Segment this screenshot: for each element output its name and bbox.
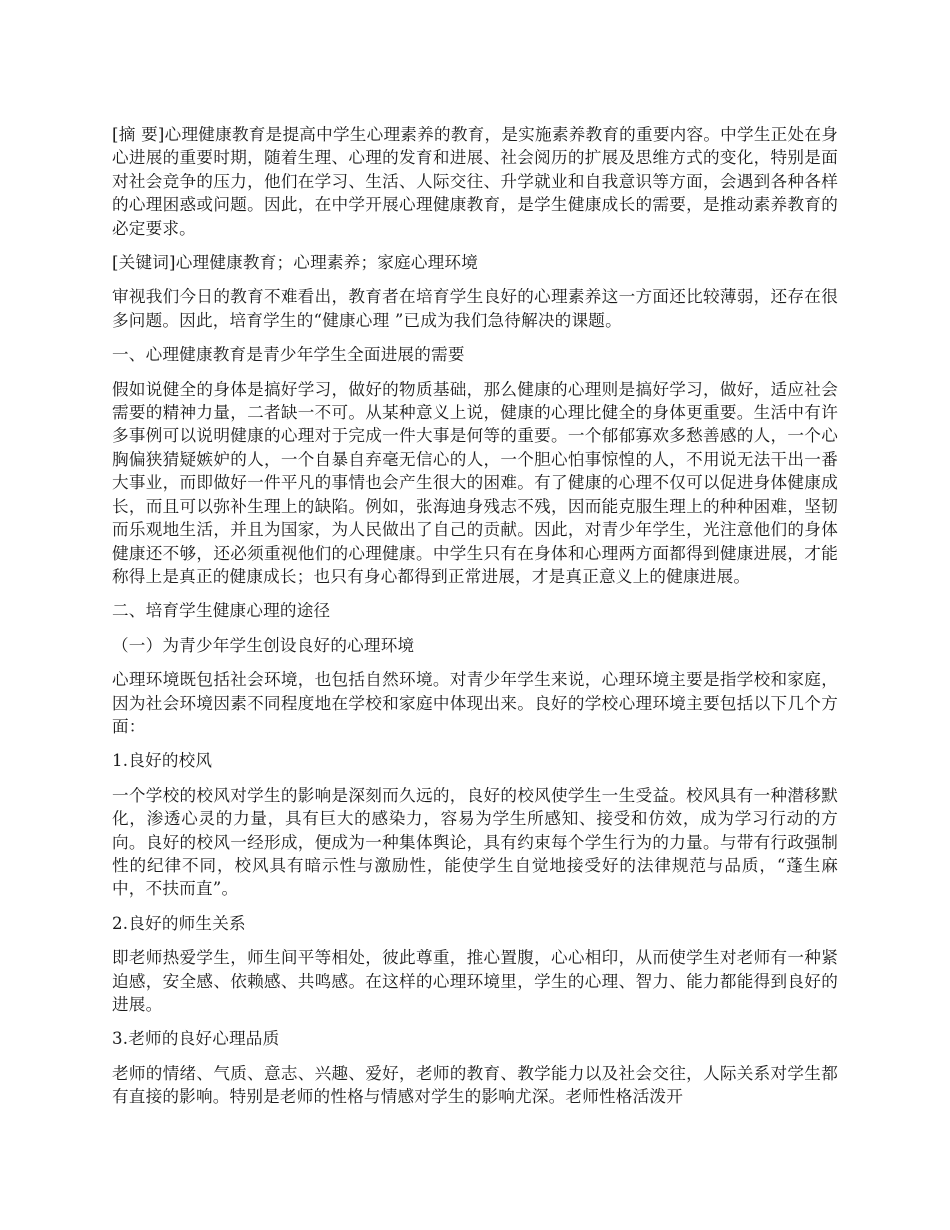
abstract-paragraph: [摘 要]心理健康教育是提高中学生心理素养的教育，是实施素养教育的重要内容。中学生正处在身心进展的重要时期，随着生理、心理的发育和进展、社会阅历的扩展及思维方式的变化，特别是面对社会竞争的压力，他们在学习、生活、人际交往、升学就业和自我意识等方面，会遇到各种各样的心理困惑或问题。因此，在中学开展心理健康教育，是学生健康成长的需要，是推动素养教育的必定要求。 bbox=[112, 125, 838, 238]
item-1-heading: 1.良好的校风 bbox=[112, 751, 213, 771]
item-3-heading: 3.老师的良好心理品质 bbox=[112, 1029, 280, 1049]
section-2-heading: 二、培育学生健康心理的途径 bbox=[112, 601, 331, 621]
section-1-heading: 一、心理健康教育是青少年学生全面进展的需要 bbox=[112, 345, 465, 365]
item-2-heading: 2.良好的师生关系 bbox=[112, 913, 246, 933]
item-2-paragraph: 即老师热爱学生，师生间平等相处，彼此尊重，推心置腹，心心相印，从而使学生对老师有一种紧迫感，安全感、依赖感、共鸣感。在这样的心理环境里，学生的心理、智力、能力都能得到良好的进展。 bbox=[112, 948, 838, 1014]
intro-paragraph: 审视我们今日的教育不难看出，教育者在培育学生良好的心理素养这一方面还比较薄弱，还存在很多问题。因此，培育学生的“健康心理 ”已成为我们急待解决的课题。 bbox=[112, 287, 838, 330]
subsection-1-paragraph: 心理环境既包括社会环境，也包括自然环境。对青少年学生来说，心理环境主要是指学校和家庭，因为社会环境因素不同程度地在学校和家庭中体现出来。良好的学校心理环境主要包括以下几个方面： bbox=[112, 670, 838, 736]
item-1-paragraph: 一个学校的校风对学生的影响是深刻而久远的，良好的校风使学生一生受益。校风具有一种潜移默化，渗透心灵的力量，具有巨大的感染力，容易为学生所感知、接受和仿效，成为学习行动的方向。良好的校风一经形成，便成为一种集体舆论，具有约束每个学生行为的力量。与带有行政强制性的纪律不同，校风具有暗示性与激励性，能使学生自觉地接受好的法律规范与品质，“蓬生麻中，不扶而直”。 bbox=[112, 785, 838, 899]
item-3-paragraph: 老师的情绪、气质、意志、兴趣、爱好，老师的教育、教学能力以及社会交往，人际关系对学生都有直接的影响。特别是老师的性格与情感对学生的影响尤深。老师性格活泼开 bbox=[112, 1063, 838, 1107]
subsection-1-heading: （一）为青少年学生创设良好的心理环境 bbox=[112, 635, 415, 655]
keywords-paragraph: [关键词]心理健康教育；心理素养；家庭心理环境 bbox=[112, 253, 479, 273]
section-1-paragraph: 假如说健全的身体是搞好学习，做好的物质基础，那么健康的心理则是搞好学习，做好，适应社会需要的精神力量，二者缺一不可。从某种意义上说，健康的心理比健全的身体更重要。生活中有许多事例可以说明健康的心理对于完成一件大事是何等的重要。一个郁郁寡欢多愁善感的人，一个心胸偏狭猜疑嫉妒的人，一个自暴自弃毫无信心的人，一个胆心怕事惊惶的人，不用说无法干出一番大事业，而即做好一件平凡的事情也会产生很大的困难。有了健康的心理不仅可以促进身体健康成长，而且可以弥补生理上的缺陷。例如，张海迪身残志不残，因而能克服生理上的种种困难，坚韧而乐观地生活，并且为国家，为人民做出了自己的贡献。因此，对青少年学生，光注意他们的身体健康还不够，还必须重视他们的心理健康。中学生只有在身体和心理两方面都得到健康进展，才能称得上是真正的健康成长；也只有身心都得到正常进展，才是真正意义上的健康进展。 bbox=[112, 379, 838, 586]
